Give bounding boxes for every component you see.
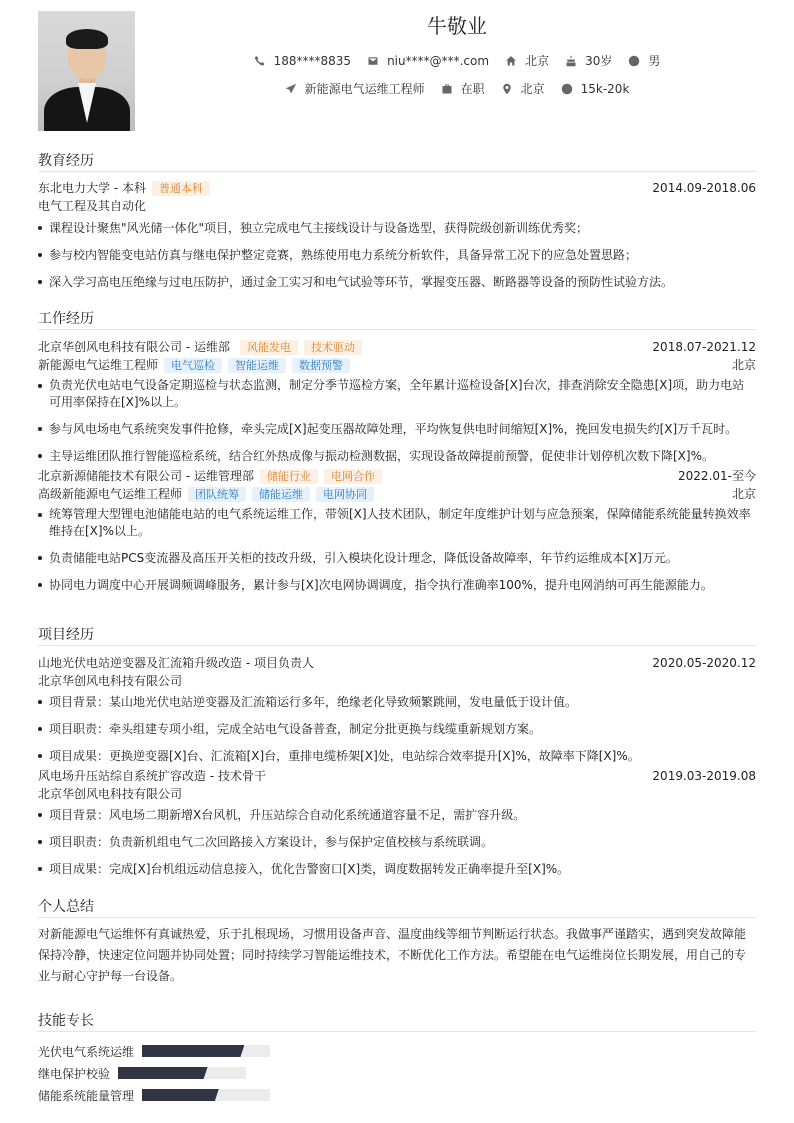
job-date: 2018.07-2021.12: [652, 340, 756, 354]
project-bullets: [38, 806, 756, 878]
summary-section: [38, 896, 756, 987]
project-company: 北京华创风电科技有限公司: [38, 674, 183, 688]
summary-text: 对新能源电气运维怀有真诚热爱，乐于扎根现场，习惯用设备声音、温度曲线等细节判断运行状态。我做事严谨踏实，遇到突发故障能保持冷静，快速定位问题并协同处置；同时持续学习智能运维技术，不断优化工作方法。希望能在电气运维岗位长期发展，用自己的专业与耐心守护每一台设备。: [38, 927, 747, 983]
email-info: niu****@***.com: [367, 54, 489, 68]
send-icon: [285, 83, 297, 95]
list-item: 项目成果：更换逆变器[X]台、汇流箱[X]台，重排电缆桥架[X]处，电站综合效率提升[X]%，故障率下降[X]%。: [38, 747, 756, 765]
list-item: 主导运维团队推行智能巡检系统，结合红外热成像与振动检测数据，实现设备故障提前预警，促使非计划停机次数下降[X]%。: [38, 447, 756, 465]
skill-item: [38, 1084, 399, 1106]
skill-tag: 电网协同: [316, 487, 374, 502]
projects-section: [38, 624, 756, 882]
project-date: 2020.05-2020.12: [652, 656, 756, 670]
project-header: [38, 767, 756, 785]
job-date: 2022.01-至今: [678, 469, 756, 483]
skill-tag: 团队统筹: [188, 487, 246, 502]
skills-list: [38, 1040, 756, 1106]
skill-tag: 智能运维: [228, 358, 286, 373]
job-intent-row: [160, 80, 754, 97]
skill-label: 储能系统能量管理: [38, 1088, 135, 1103]
education-bullets: [38, 219, 756, 291]
skills-section: [38, 1010, 756, 1106]
contact-row: [160, 52, 754, 69]
list-item: 深入学习高电压绝缘与过电压防护，通过金工实习和电气试验等环节，掌握变压器、断路器等设备的预防性试验方法。: [38, 273, 756, 291]
project-company: 北京华创风电科技有限公司: [38, 787, 183, 801]
industry-tag: 电网合作: [324, 469, 382, 484]
list-item: 项目成果：完成[X]台机组远动信息接入，优化告警窗口[X]类，调度数据转发正确率提升至[X]%。: [38, 860, 756, 878]
list-item: 负责光伏电站电气设备定期巡检与状态监测，制定分季节巡检方案，全年累计巡检设备[X]台次，排查消除安全隐患[X]项，助力电站可用率保持在[X]%以上。: [38, 377, 756, 411]
skill-bar: [118, 1067, 246, 1079]
industry-tag: 风能发电: [240, 340, 298, 355]
location-pin-icon: [501, 83, 513, 95]
project-date: 2019.03-2019.08: [652, 769, 756, 783]
skill-bar: [142, 1089, 270, 1101]
job-role: 高级新能源电气运维工程师: [38, 487, 183, 501]
home-icon: [505, 55, 517, 67]
job-bullets: [38, 377, 756, 465]
work-section: [38, 308, 756, 598]
list-item: 项目职责：负责新机组电气二次回路接入方案设计，参与保护定值校核与系统联调。: [38, 833, 756, 851]
school-line: 东北电力大学 - 本科: [38, 181, 146, 195]
skill-label: 光伏电气系统运维: [38, 1044, 135, 1059]
list-item: 参与校内智能变电站仿真与继电保护整定竞赛，熟练使用电力系统分析软件，具备异常工况下的应急处置思路；: [38, 246, 756, 264]
money-icon: [561, 83, 573, 95]
skill-bar-fill: [118, 1067, 208, 1079]
project-bullets: [38, 693, 756, 765]
job-location: 北京: [731, 358, 756, 372]
skill-tag: 电气巡检: [164, 358, 222, 373]
list-item: 项目背景：某山地光伏电站逆变器及汇流箱运行多年，绝缘老化导致频繁跳闸，发电量低于设计值。: [38, 693, 756, 711]
section-title: 技能专长: [38, 1010, 756, 1032]
project-name: 风电场升压站综自系统扩容改造 - 技术骨干: [38, 769, 266, 783]
mail-icon: [367, 55, 379, 67]
project-entry: [38, 767, 756, 878]
company-line: 北京华创风电科技有限公司 - 运维部: [38, 340, 230, 354]
cake-icon: [565, 55, 577, 67]
degree-tag: 普通本科: [152, 181, 210, 196]
list-item: 课程设计聚焦"风光储一体化"项目，独立完成电气主接线设计与设备选型，获得院级创新训练优秀奖；: [38, 219, 756, 237]
job-entry: [38, 467, 756, 594]
list-item: 项目背景：风电场二期新增X台风机，升压站综合自动化系统通道容量不足，需扩容升级。: [38, 806, 756, 824]
phone-info: 188****8835: [254, 54, 351, 68]
company-line: 北京新源储能技术有限公司 - 运维管理部: [38, 469, 254, 483]
skill-item: [38, 1040, 399, 1062]
job-role-line: [38, 485, 756, 503]
project-entry: [38, 654, 756, 765]
education-header: [38, 179, 756, 197]
target-city-info: 北京: [501, 80, 545, 97]
list-item: 参与风电场电气系统突发事件抢修，牵头完成[X]起变压器故障处理，平均恢复供电时间缩短[X]%，挽回发电损失约[X]万千瓦时。: [38, 420, 756, 438]
list-item: 协同电力调度中心开展调频调峰服务，累计参与[X]次电网协调调度，指令执行准确率100%，提升电网消纳可再生能源能力。: [38, 576, 756, 594]
list-item: 统筹管理大型锂电池储能电站的电气系统运维工作，带领[X]人技术团队，制定年度维护计划与应急预案，保障储能系统能量转换效率维持在[X]%以上。: [38, 506, 756, 540]
job-header: [38, 467, 756, 485]
skill-bar-fill: [142, 1045, 244, 1057]
target-role-info: 新能源电气运维工程师: [285, 80, 425, 97]
status-info: 在职: [441, 80, 485, 97]
job-location: 北京: [731, 487, 756, 501]
skill-item: [38, 1062, 399, 1084]
phone-icon: [254, 55, 266, 67]
gender-info: 男: [628, 52, 660, 69]
skill-tag: 数据预警: [292, 358, 350, 373]
section-title: 教育经历: [38, 150, 756, 172]
list-item: 负责储能电站PCS变流器及高压开关柜的技改升级，引入模块化设计理念，降低设备故障率，年节约运维成本[X]万元。: [38, 549, 756, 567]
user-circle-icon: [628, 55, 640, 67]
skill-bar-fill: [142, 1089, 219, 1101]
skill-bar: [142, 1045, 270, 1057]
profile-photo: [38, 11, 135, 131]
section-title: 项目经历: [38, 624, 756, 646]
briefcase-icon: [441, 83, 453, 95]
job-bullets: [38, 506, 756, 594]
section-title: 工作经历: [38, 308, 756, 330]
section-title: 个人总结: [38, 896, 756, 918]
city-info: 北京: [505, 52, 549, 69]
list-item: 项目职责：牵头组建专项小组，完成全站电气设备普查，制定分批更换与线缆重新规划方案。: [38, 720, 756, 738]
salary-info: 15k-20k: [561, 82, 630, 96]
project-header: [38, 654, 756, 672]
major-line: 电气工程及其自动化: [38, 199, 147, 213]
skill-tag: 储能运维: [252, 487, 310, 502]
project-name: 山地光伏电站逆变器及汇流箱升级改造 - 项目负责人: [38, 656, 314, 670]
education-section: [38, 150, 756, 295]
job-header: [38, 338, 756, 356]
industry-tag: 储能行业: [260, 469, 318, 484]
candidate-name: 牛敬业: [427, 14, 487, 38]
job-role: 新能源电气运维工程师: [38, 358, 159, 372]
job-entry: [38, 338, 756, 465]
education-date: 2014.09-2018.06: [652, 181, 756, 195]
job-role-line: [38, 356, 756, 374]
industry-tag: 技术驱动: [304, 340, 362, 355]
skill-label: 继电保护校验: [38, 1066, 111, 1081]
age-info: 30岁: [565, 52, 612, 69]
